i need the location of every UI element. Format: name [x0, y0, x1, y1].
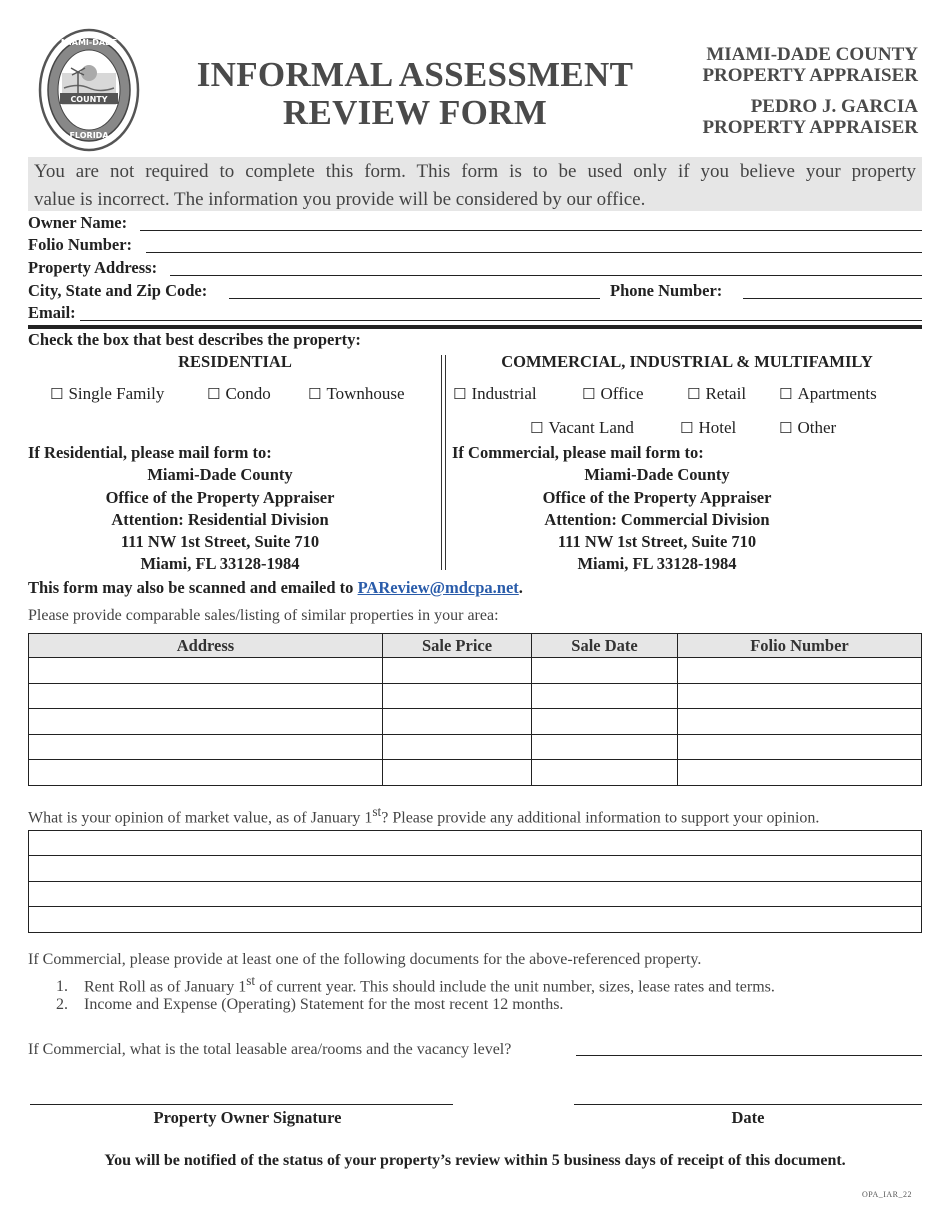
sale-date-cell[interactable]	[532, 658, 678, 684]
property-type-instruction: Check the box that best describes the property:	[28, 330, 361, 349]
sale-price-cell[interactable]	[383, 658, 532, 684]
sale-date-cell[interactable]	[532, 683, 678, 709]
agency-name: MIAMI-DADE COUNTY PROPERTY APPRAISER	[702, 44, 918, 86]
owner-signature-field[interactable]	[30, 1104, 453, 1105]
property-address-label: Property Address:	[28, 258, 158, 277]
table-row	[29, 734, 922, 760]
address-cell[interactable]	[29, 658, 383, 684]
email-label: Email:	[28, 303, 76, 322]
form-title-line1: INFORMAL ASSESSMENT	[196, 55, 634, 94]
comparables-table	[28, 633, 922, 786]
notice-line1: You are not required to complete this form. This form is to be used only if you believe your property	[34, 161, 916, 182]
email-field[interactable]	[80, 320, 922, 321]
owner-name-field[interactable]	[140, 230, 922, 231]
date-label: Date	[731, 1108, 765, 1127]
sale-price-cell[interactable]	[383, 683, 532, 709]
sale-price-cell[interactable]	[383, 760, 532, 786]
comparables-prompt: Please provide comparable sales/listing of similar properties in your area:	[28, 607, 499, 624]
checkbox-office[interactable]: ☐ Office	[582, 384, 644, 403]
form-code: OPA_IAR_22	[861, 1190, 912, 1199]
residential-mailing-address: If Residential, please mail form to: Miami-Dade County Office of the Property Appraiser Attention: Residential Division 111 NW 1st Street, Suite 710 Miami, FL 33128-1984	[28, 443, 335, 574]
opinion-line[interactable]	[29, 881, 922, 906]
review-email-link[interactable]: PAReview@mdcpa.net	[357, 578, 519, 597]
commercial-docs-intro: If Commercial, please provide at least one of the following documents for the above-referenced property.	[28, 951, 702, 968]
column-address: Address	[29, 634, 383, 658]
residential-heading: RESIDENTIAL	[178, 352, 292, 371]
checkbox-vacant-land[interactable]: ☐ Vacant Land	[530, 418, 634, 437]
opinion-line[interactable]	[29, 831, 922, 856]
table-row	[29, 709, 922, 735]
folio-number-cell[interactable]	[678, 683, 922, 709]
owner-signature-label: Property Owner Signature	[153, 1108, 342, 1127]
address-cell[interactable]	[29, 683, 383, 709]
sale-date-cell[interactable]	[532, 709, 678, 735]
column-sale-price: Sale Price	[383, 634, 532, 658]
commercial-heading: COMMERCIAL, INDUSTRIAL & MULTIFAMILY	[501, 352, 873, 371]
sale-price-cell[interactable]	[383, 709, 532, 735]
phone-number-label: Phone Number:	[610, 281, 723, 300]
section-divider	[28, 325, 922, 329]
folio-number-cell[interactable]	[678, 760, 922, 786]
sale-date-cell[interactable]	[532, 760, 678, 786]
checkbox-single-family[interactable]: ☐ Single Family	[50, 384, 165, 403]
column-folio-number: Folio Number	[678, 634, 922, 658]
svg-text:MIAMI-DADE: MIAMI-DADE	[60, 38, 118, 47]
notification-footer: You will be notified of the status of your property’s review within 5 business days of receipt of this document.	[104, 1152, 846, 1169]
table-row	[29, 907, 922, 932]
address-cell[interactable]	[29, 734, 383, 760]
address-cell[interactable]	[29, 709, 383, 735]
address-cell[interactable]	[29, 760, 383, 786]
table-row	[29, 760, 922, 786]
checkbox-other[interactable]: ☐ Other	[779, 418, 837, 437]
property-address-field[interactable]	[170, 275, 922, 276]
commercial-doc-item-1: 1. Rent Roll as of January 1st of current year. This should include the unit number, sizes, lease rates and terms.	[56, 973, 775, 996]
opinion-table	[28, 830, 922, 933]
date-field[interactable]	[574, 1104, 922, 1105]
checkbox-industrial[interactable]: ☐ Industrial	[453, 384, 537, 403]
checkbox-retail[interactable]: ☐ Retail	[687, 384, 747, 403]
notice-line2: value is incorrect. The information you provide will be considered by our office.	[34, 189, 646, 210]
city-state-zip-label: City, State and Zip Code:	[28, 281, 208, 300]
svg-text:FLORIDA: FLORIDA	[69, 131, 109, 140]
commercial-doc-item-2: 2. Income and Expense (Operating) Statement for the most recent 12 months.	[56, 996, 564, 1013]
leasable-area-question: If Commercial, what is the total leasable area/rooms and the vacancy level?	[28, 1041, 512, 1058]
folio-number-cell[interactable]	[678, 709, 922, 735]
table-row	[29, 881, 922, 906]
miami-dade-seal-logo	[38, 28, 140, 152]
folio-number-label: Folio Number:	[28, 235, 133, 254]
checkbox-townhouse[interactable]: ☐ Townhouse	[308, 384, 405, 403]
folio-number-cell[interactable]	[678, 734, 922, 760]
sale-price-cell[interactable]	[383, 734, 532, 760]
notice-box	[28, 157, 922, 211]
svg-text:COUNTY: COUNTY	[70, 95, 108, 104]
table-row	[29, 856, 922, 881]
table-row	[29, 683, 922, 709]
table-header-row	[29, 634, 922, 658]
leasable-area-field[interactable]	[576, 1055, 922, 1056]
opinion-line[interactable]	[29, 856, 922, 881]
sale-date-cell[interactable]	[532, 734, 678, 760]
email-submission-note: This form may also be scanned and emailed to PAReview@mdcpa.net.	[28, 578, 523, 597]
folio-number-field[interactable]	[146, 252, 922, 253]
owner-name-label: Owner Name:	[28, 213, 128, 232]
table-row	[29, 831, 922, 856]
phone-number-field[interactable]	[743, 298, 922, 299]
opinion-line[interactable]	[29, 907, 922, 932]
checkbox-hotel[interactable]: ☐ Hotel	[680, 418, 737, 437]
checkbox-condo[interactable]: ☐ Condo	[207, 384, 271, 403]
commercial-mailing-address: If Commercial, please mail form to: Miami-Dade County Office of the Property Appraiser Attention: Commercial Division 111 NW 1st Street, Suite 710 Miami, FL 33128-1984	[452, 443, 772, 574]
checkbox-apartments[interactable]: ☐ Apartments	[779, 384, 877, 403]
table-row	[29, 658, 922, 684]
appraiser-name: PEDRO J. GARCIA PROPERTY APPRAISER	[702, 96, 918, 138]
folio-number-cell[interactable]	[678, 658, 922, 684]
city-state-zip-field[interactable]	[229, 298, 600, 299]
column-sale-date: Sale Date	[532, 634, 678, 658]
form-title-line2: REVIEW FORM	[282, 93, 548, 132]
opinion-prompt: What is your opinion of market value, as of January 1st? Please provide any additional information to support your opinion.	[28, 804, 820, 827]
